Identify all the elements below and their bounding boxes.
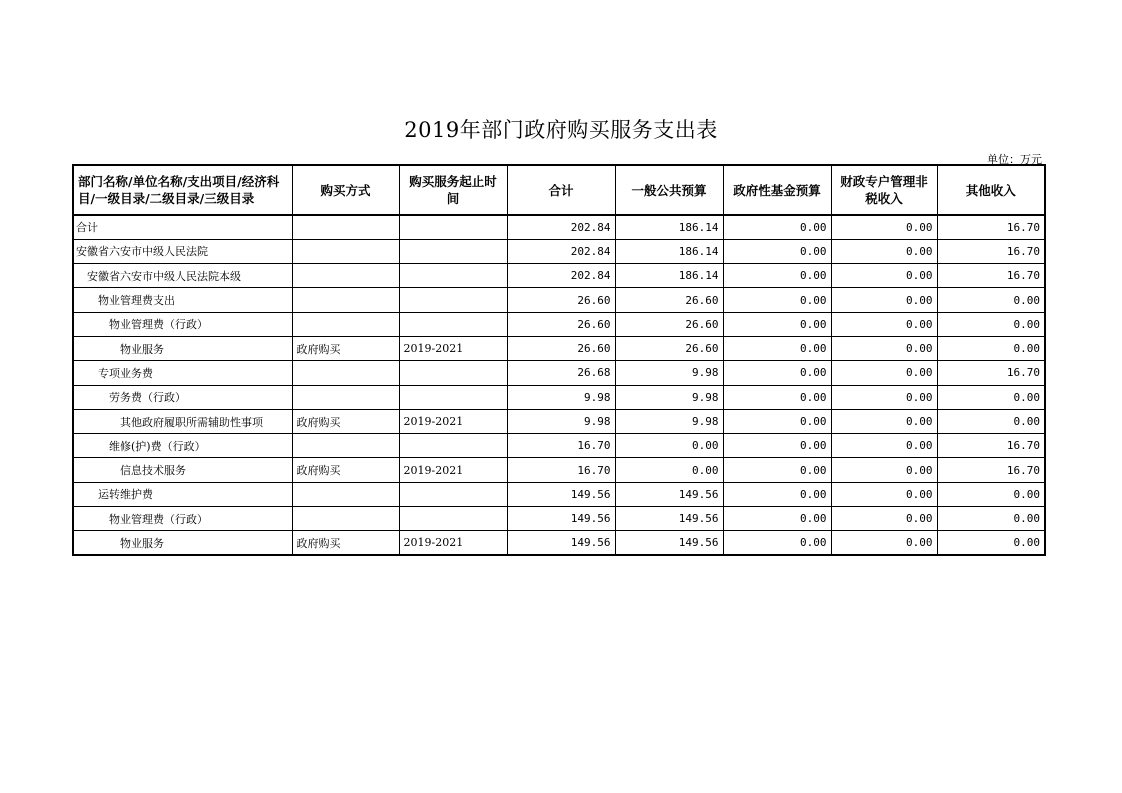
cell-total: 202.84	[507, 239, 615, 263]
cell-total: 149.56	[507, 482, 615, 506]
cell-fund-budget: 0.00	[723, 409, 831, 433]
cell-fund-budget: 0.00	[723, 458, 831, 482]
cell-purchase-method	[292, 288, 399, 312]
cell-period	[399, 507, 507, 531]
cell-special-account: 0.00	[831, 239, 937, 263]
cell-period	[399, 361, 507, 385]
cell-purchase-method: 政府购买	[292, 336, 399, 360]
header-total: 合计	[507, 165, 615, 215]
cell-period	[399, 288, 507, 312]
cell-fund-budget: 0.00	[723, 336, 831, 360]
cell-period: 2019-2021	[399, 409, 507, 433]
cell-special-account: 0.00	[831, 288, 937, 312]
table-row	[73, 288, 1045, 312]
header-purchase-method: 购买方式	[292, 165, 399, 215]
cell-period	[399, 312, 507, 336]
cell-purchase-method	[292, 264, 399, 288]
cell-general-budget: 149.56	[615, 531, 723, 555]
cell-special-account: 0.00	[831, 458, 937, 482]
cell-purchase-method	[292, 239, 399, 263]
cell-fund-budget: 0.00	[723, 264, 831, 288]
cell-period: 2019-2021	[399, 531, 507, 555]
cell-name: 运转维护费	[73, 482, 292, 506]
cell-other-income: 0.00	[937, 531, 1045, 555]
cell-name: 物业服务	[73, 336, 292, 360]
cell-general-budget: 9.98	[615, 409, 723, 433]
budget-table	[72, 164, 1046, 556]
cell-name: 信息技术服务	[73, 458, 292, 482]
cell-fund-budget: 0.00	[723, 239, 831, 263]
cell-general-budget: 149.56	[615, 482, 723, 506]
cell-special-account: 0.00	[831, 531, 937, 555]
cell-period	[399, 264, 507, 288]
table-row	[73, 312, 1045, 336]
cell-other-income: 0.00	[937, 482, 1045, 506]
cell-fund-budget: 0.00	[723, 385, 831, 409]
cell-purchase-method	[292, 482, 399, 506]
cell-name: 安徽省六安市中级人民法院	[73, 239, 292, 263]
cell-fund-budget: 0.00	[723, 434, 831, 458]
cell-total: 149.56	[507, 507, 615, 531]
cell-purchase-method: 政府购买	[292, 409, 399, 433]
cell-name: 其他政府履职所需辅助性事项	[73, 409, 292, 433]
cell-fund-budget: 0.00	[723, 215, 831, 239]
cell-special-account: 0.00	[831, 409, 937, 433]
cell-other-income: 16.70	[937, 239, 1045, 263]
cell-name: 安徽省六安市中级人民法院本级	[73, 264, 292, 288]
cell-special-account: 0.00	[831, 215, 937, 239]
cell-special-account: 0.00	[831, 434, 937, 458]
cell-special-account: 0.00	[831, 336, 937, 360]
cell-purchase-method	[292, 385, 399, 409]
cell-other-income: 16.70	[937, 215, 1045, 239]
cell-period	[399, 385, 507, 409]
cell-general-budget: 9.98	[615, 361, 723, 385]
cell-general-budget: 186.14	[615, 264, 723, 288]
cell-other-income: 0.00	[937, 288, 1045, 312]
cell-fund-budget: 0.00	[723, 507, 831, 531]
cell-general-budget: 186.14	[615, 239, 723, 263]
cell-other-income: 0.00	[937, 385, 1045, 409]
cell-total: 149.56	[507, 531, 615, 555]
cell-purchase-method	[292, 312, 399, 336]
cell-other-income: 16.70	[937, 434, 1045, 458]
cell-period: 2019-2021	[399, 336, 507, 360]
cell-fund-budget: 0.00	[723, 482, 831, 506]
cell-purchase-method: 政府购买	[292, 458, 399, 482]
cell-other-income: 0.00	[937, 312, 1045, 336]
cell-purchase-method: 政府购买	[292, 531, 399, 555]
cell-other-income: 16.70	[937, 361, 1045, 385]
cell-purchase-method	[292, 507, 399, 531]
cell-special-account: 0.00	[831, 385, 937, 409]
cell-other-income: 0.00	[937, 507, 1045, 531]
cell-purchase-method	[292, 215, 399, 239]
header-other-income: 其他收入	[937, 165, 1045, 215]
cell-special-account: 0.00	[831, 482, 937, 506]
cell-fund-budget: 0.00	[723, 312, 831, 336]
cell-special-account: 0.00	[831, 507, 937, 531]
cell-name: 物业管理费（行政）	[73, 312, 292, 336]
header-fund-budget: 政府性基金预算	[723, 165, 831, 215]
table-row	[73, 531, 1045, 555]
cell-general-budget: 0.00	[615, 458, 723, 482]
cell-purchase-method	[292, 434, 399, 458]
table-row	[73, 215, 1045, 239]
cell-period	[399, 482, 507, 506]
cell-total: 9.98	[507, 409, 615, 433]
cell-general-budget: 149.56	[615, 507, 723, 531]
table-row	[73, 409, 1045, 433]
table-row	[73, 507, 1045, 531]
cell-name: 劳务费（行政）	[73, 385, 292, 409]
cell-special-account: 0.00	[831, 361, 937, 385]
cell-name: 物业管理费支出	[73, 288, 292, 312]
cell-name: 物业服务	[73, 531, 292, 555]
cell-other-income: 0.00	[937, 409, 1045, 433]
cell-total: 26.68	[507, 361, 615, 385]
cell-total: 26.60	[507, 336, 615, 360]
header-dept-name: 部门名称/单位名称/支出项目/经济科目/一级目录/二级目录/三级目录	[73, 165, 292, 215]
cell-total: 202.84	[507, 264, 615, 288]
table-header-row	[73, 165, 1045, 215]
cell-other-income: 16.70	[937, 264, 1045, 288]
cell-other-income: 0.00	[937, 336, 1045, 360]
cell-general-budget: 186.14	[615, 215, 723, 239]
cell-period	[399, 239, 507, 263]
cell-fund-budget: 0.00	[723, 361, 831, 385]
table-row	[73, 336, 1045, 360]
table-row	[73, 434, 1045, 458]
table-row	[73, 239, 1045, 263]
table-row	[73, 361, 1045, 385]
cell-total: 26.60	[507, 288, 615, 312]
cell-general-budget: 9.98	[615, 385, 723, 409]
cell-general-budget: 26.60	[615, 288, 723, 312]
cell-total: 16.70	[507, 458, 615, 482]
cell-period	[399, 215, 507, 239]
cell-name: 维修(护)费（行政）	[73, 434, 292, 458]
cell-fund-budget: 0.00	[723, 288, 831, 312]
cell-purchase-method	[292, 361, 399, 385]
cell-general-budget: 26.60	[615, 312, 723, 336]
cell-name: 专项业务费	[73, 361, 292, 385]
cell-total: 202.84	[507, 215, 615, 239]
cell-other-income: 16.70	[937, 458, 1045, 482]
header-general-budget: 一般公共预算	[615, 165, 723, 215]
cell-total: 16.70	[507, 434, 615, 458]
header-special-account: 财政专户管理非税收入	[831, 165, 937, 215]
header-period: 购买服务起止时间	[399, 165, 507, 215]
cell-name: 物业管理费（行政）	[73, 507, 292, 531]
cell-name: 合计	[73, 215, 292, 239]
cell-general-budget: 26.60	[615, 336, 723, 360]
table-row	[73, 458, 1045, 482]
cell-general-budget: 0.00	[615, 434, 723, 458]
table-row	[73, 385, 1045, 409]
cell-total: 9.98	[507, 385, 615, 409]
cell-period	[399, 434, 507, 458]
cell-period: 2019-2021	[399, 458, 507, 482]
table-row	[73, 482, 1045, 506]
page-title: 2019年部门政府购买服务支出表	[404, 118, 718, 142]
cell-special-account: 0.00	[831, 312, 937, 336]
cell-fund-budget: 0.00	[723, 531, 831, 555]
unit-label: 单位：万元	[987, 153, 1042, 166]
cell-special-account: 0.00	[831, 264, 937, 288]
cell-total: 26.60	[507, 312, 615, 336]
table-row	[73, 264, 1045, 288]
table-body	[73, 215, 1045, 555]
